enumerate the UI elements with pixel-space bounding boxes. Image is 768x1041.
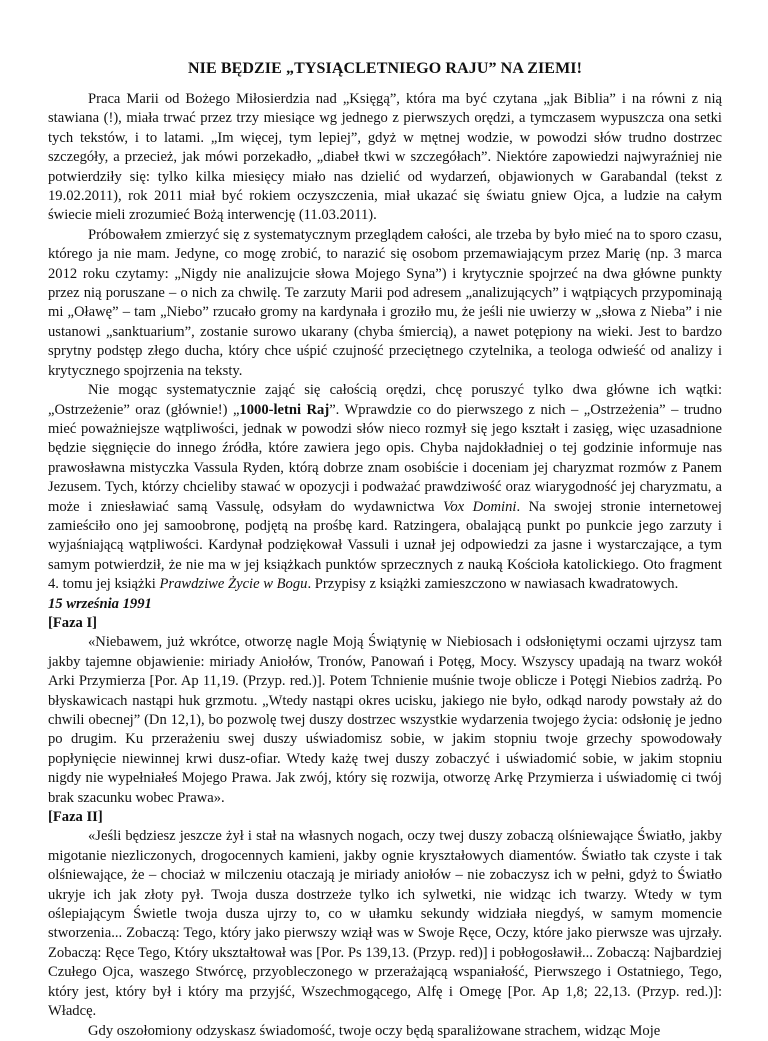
document-title: NIE BĘDZIE „TYSIĄCLETNIEGO RAJU” NA ZIEMI! — [187, 60, 583, 77]
paragraph-final: Gdy oszołomiony odzyskasz świadomość, twoje oczy będą sparaliżowane strachem, widząc Moje — [88, 1022, 661, 1039]
raj-emphasis: 1000-letni Raj — [239, 401, 330, 418]
phase-2-heading: [Faza II] — [48, 809, 103, 826]
paragraph-phase-2: «Jeśli będziesz jeszcze żył i stał na własnych nogach, oczy twej duszy zobaczą olśniewające Światło, jakby migotanie niezliczonych, drogocennych kamieni, jakby ognie kryształowych diamentów. Światło tak czyste i tak olśniewające, że – chociaż w milczeniu otaczają je miriady aniołów – nie zobaczysz ich w pełni, gdyż to Światło ukryje ich jak złoty pył. Twoja dusza dostrzeże tylko ich sylwetki, nie widząc ich twarzy. Wtedy w tym oślepiającym Świetle twoja dusza ujrzy to, co w ułamku sekundy widziała niegdyś, w samym momencie stworzenia... Zobaczą: Tego, który jako pierwszy wziął was w Swoje Ręce, Oczy, które jako pierwsze was ujrzały. Zobaczą: Ręce Tego, Który ukształtował was [Por. Ps 139,13. (Przyp. red)] i pobłogosławił... Zobaczą: Najbardziej Czułego Ojca, waszego Stwórcę, przyobleczonego w przerażającą wspaniałość, Pierwszego i Ostatniego, Tego, który jest, który był i który ma przyjść, Wszechmogącego, Alfę i Omegę [Por. Ap 1,8; 22,13. (Przyp. red.)]: Władcę. — [48, 828, 722, 1020]
paragraph-3-text-b: ”. Wprawdzie co do pierwszego z nich – „Ostrzeżenia” – trudno mieć poważniejsze wątpliwości, jednak w powodzi słów nieco rozmył się jego kształt i zasięg, więc uzasadnione będzie sięgnięcie do innego źródła, które zawiera jego opis. Chyba najdokładniej o tej godzinie informuje nas prawosławna mistyczka Vassula Ryden, którą dobrze znam osobiście i doceniam jej charyzmat rozmów z Panem Jezusem. Tych, którzy chcieliby stawać w opozycji i podważać prawdziwość oraz wiarygodność jej charyzmatu, a może i zniesławiać samą Vassulę, odsyłam do wydawnictwa — [48, 401, 722, 515]
book-title: Prawdziwe Życie w Bogu — [159, 576, 308, 593]
paragraph-1: Praca Marii od Bożego Miłosierdzia nad „Księgą”, która ma być czytana „jak Biblia” i na równi z nią stawiana (!), miała trwać przez trzy miesiące wg jednego z pierwszych orędzi, a tymczasem wypuszcza ona setki tych tekstów, i to latami. „Im więcej, tym lepiej”, gdyż w mętnej wodzie, w powodzi słów trudno dostrzec szczegóły, a przecież, jak mówi porzekadło, „diabeł tkwi w szczegółach”. Niektóre zapowiedzi najwyraźniej nie potwierdziły się: tylko kilka miesięcy miało nas dzielić od wydarzeń, objawionych w Garabandal (tekst z 19.02.2011), rok 2011 miał być rokiem oczyszczenia, miał ukazać się światu gniew Ojca, a ludzie na całym świecie mieli zrozumieć Bożą interwencję (11.03.2011). — [48, 91, 722, 224]
paragraph-2: Próbowałem zmierzyć się z systematycznym przeglądem całości, ale trzeba by było mieć na to sporo czasu, którego ja nie mam. Jedyne, co mogę zrobić, to narazić się osobom przemawiającym przez Marię (np. 3 marca 2012 roku czytamy: „Nigdy nie analizujcie słowa Mojego Syna”) i krytycznie spojrzeć na dwa główne punkty przez nią poruszane – o nich za chwilę. Te zarzuty Marii pod adresem „analizujących” i wątpiących przypominają mi „Oławę” – tam „Niebo” rzucało gromy na kardynała i groziło mu, że jeśli nie uwierzy w „słowa z Nieba” i nie ustanowi „sanktuarium”, zostanie surowo ukarany (chyba śmiercią), a nawet potępiony na wieki. Jest to bardzo sprytny podstęp złego ducha, który chce uśpić czujność przeciętnego czytelnika, a teologa odwieść od analizy i krytycznego spojrzenia na teksty. — [48, 226, 722, 379]
entry-date: 15 września 1991 — [48, 595, 152, 612]
paragraph-3-text-a: Nie mogąc systematycznie zająć się całością orędzi, chcę poruszyć tylko dwa główne ich wątki: „Ostrzeżenie” oraz (głównie!) „ — [48, 382, 722, 418]
phase-1-heading: [Faza I] — [48, 614, 98, 631]
paragraph-3-text-c: . Na swojej stronie internetowej zamieściło ono jej samoobronę, podjętą na prośbę kard. Ratzingera, obalającą punkt po punkcie jego zarzuty i wyjaśniającą wątpliwości. Kardynał podziękował Vassuli i uznał jej odpowiedzi za jasne i wystarczające, a tym samym potwierdził, że nie ma w jej książkach punktów sprzecznych z nauką Kościoła katolickiego. Oto fragment 4. tomu jej książki — [48, 498, 722, 593]
paragraph-phase-1: «Niebawem, już wkrótce, otworzę nagle Moją Świątynię w Niebiosach i odsłoniętymi oczami ujrzysz tam jakby tajemne objawienie: miriady Aniołów, Tronów, Panowań i Potęg, Mocy. Wszyscy upadają na twarz wokół Arki Przymierza [Por. Ap 11,19. (Przyp. red.)]. Potem Tchnienie muśnie twoje oblicze i Potęgi Niebios zadrżą. Po błyskawicach nastąpi huk grzmotu. „Wtedy nastąpi okres ucisku, jakiego nie było, odkąd narody powstały aż do chwili obecnej” (Dn 12,1), bo pozwolę twej duszy dostrzec wszystkie wydarzenia twojego życia: odsłonię je jedno po drugim. Ku przerażeniu swej duszy uświadomisz sobie, w jakim stopniu twoje grzechy spowodowały popłynięcie niewinnej krwi dusz-ofiar. Wtedy każę twej duszy zobaczyć i uświadomić sobie, w jakim stopniu nigdy nie wypełniałeś Mojego Prawa. Jak zwój, który się rozwija, otworzę Arkę Przymierza i uświadomię ci twój brak szacunku wobec Prawa». — [48, 634, 722, 806]
vox-domini-title: Vox Domini — [443, 498, 517, 515]
paragraph-3-text-d: . Przypisy z książki zamieszczono w nawiasach kwadratowych. — [307, 576, 679, 593]
paragraph-3 — [48, 381, 722, 594]
document-body — [48, 90, 722, 1041]
